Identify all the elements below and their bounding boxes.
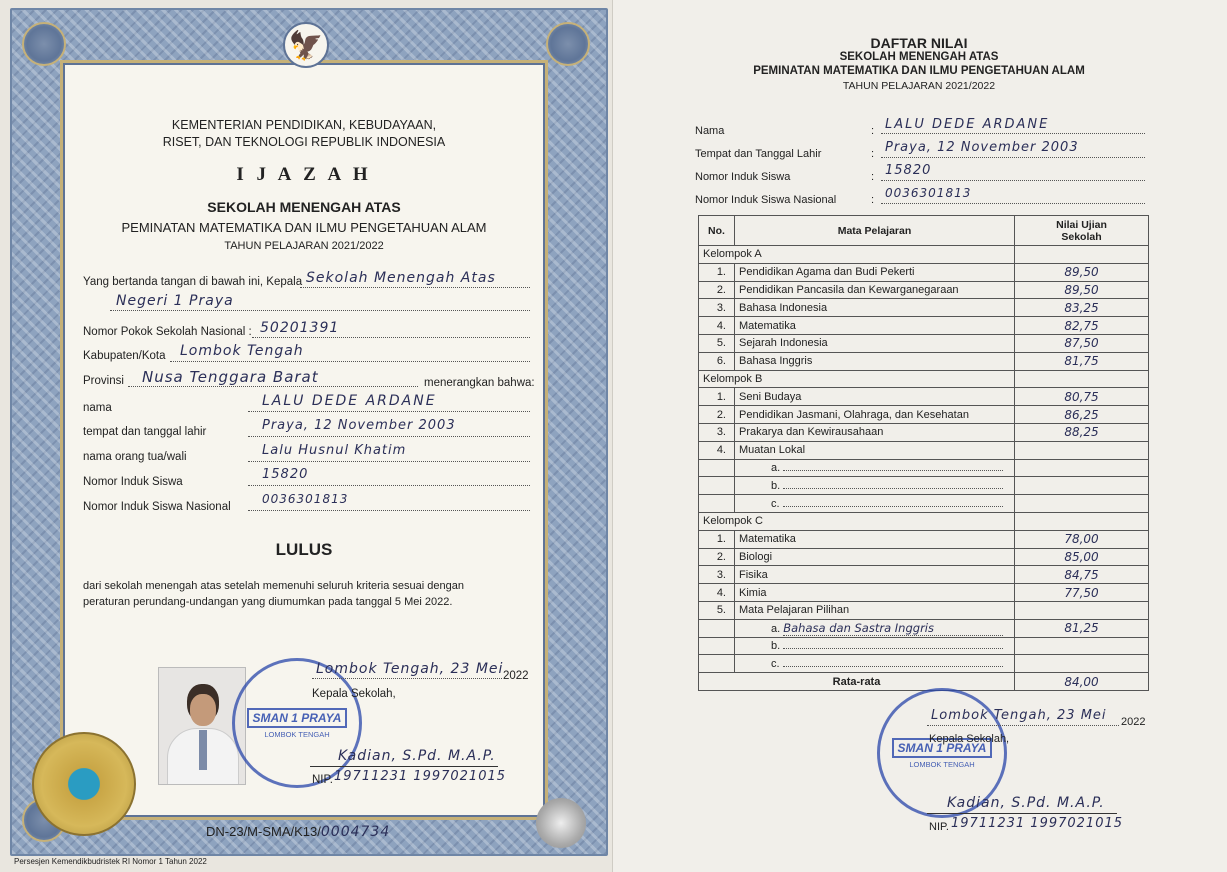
- dotted-line: [110, 310, 530, 311]
- ministry-line-2: RISET, DAN TEKNOLOGI REPUBLIK INDONESIA: [162, 135, 446, 149]
- row-score: [1015, 441, 1149, 459]
- sub-value: Bahasa dan Sastra Inggris: [783, 621, 1003, 636]
- sub-item: [735, 637, 1015, 655]
- menerangkan-label: menerangkan bahwa:: [424, 377, 535, 389]
- intro-label: Yang bertanda tangan di bawah ini, Kepala: [83, 276, 303, 288]
- sub-item: [735, 477, 1015, 495]
- average-row: [699, 673, 1149, 691]
- row-no: 2.: [699, 548, 735, 566]
- dotted-line: [128, 386, 418, 387]
- row-no: 3.: [699, 566, 735, 584]
- row-no: 4.: [699, 584, 735, 602]
- table-row: [699, 441, 1149, 459]
- npsn-label: Nomor Pokok Sekolah Nasional :: [83, 326, 252, 338]
- sub-dotted: [783, 666, 1003, 667]
- row-score: 89,50: [1015, 263, 1149, 281]
- statement-line-1: dari sekolah menengah atas setelah memenuhi seluruh kriteria sesuai dengan: [83, 580, 464, 592]
- document-title: I J A Z A H: [236, 164, 372, 185]
- ijazah-page: [0, 0, 612, 872]
- row-subject: Pendidikan Jasmani, Olahraga, dan Kesehatan: [735, 406, 1015, 424]
- colon: :: [871, 148, 875, 160]
- sub-score: [1015, 655, 1149, 673]
- dn-signatory: Kadian, S.Pd. M.A.P.: [947, 795, 1105, 811]
- row-subject: Prakarya dan Kewirausahaan: [735, 423, 1015, 441]
- dn-year-suffix: 2022: [1121, 716, 1146, 728]
- sub-dotted: [783, 506, 1003, 507]
- hologram-icon: [536, 798, 586, 848]
- school-name-1: Sekolah Menengah Atas: [306, 270, 496, 286]
- result-label: LULUS: [275, 540, 333, 559]
- row-no: 4.: [699, 317, 735, 335]
- colon: :: [871, 171, 875, 183]
- group-row: [699, 512, 1149, 530]
- dn-field-value: LALU DEDE ARDANE: [885, 117, 1050, 132]
- empty-cell: [699, 477, 735, 495]
- row-score: 86,25: [1015, 406, 1149, 424]
- dotted-line: [248, 485, 530, 486]
- table-row: [699, 352, 1149, 370]
- serial-number: [206, 824, 390, 840]
- row-subject: Bahasa Inggris: [735, 352, 1015, 370]
- group-row: [699, 246, 1149, 264]
- dotted-line: [927, 725, 1119, 726]
- row-subject: Muatan Lokal: [735, 441, 1015, 459]
- colon: :: [871, 125, 875, 137]
- sub-item: [735, 655, 1015, 673]
- program: PEMINATAN MATEMATIKA DAN ILMU PENGETAHUAN ALAM: [121, 220, 487, 235]
- empty-cell: [699, 495, 735, 513]
- sub-score: [1015, 459, 1149, 477]
- serial-digits: 0004734: [320, 824, 391, 840]
- stamp-text: SMAN 1 PRAYA: [892, 738, 993, 758]
- ortu-label: nama orang tua/wali: [83, 451, 187, 463]
- prov-label: Provinsi: [83, 375, 124, 387]
- dn-title: DAFTAR NILAI: [870, 35, 968, 51]
- group-b-label: Kelompok B: [699, 370, 1015, 388]
- row-no: 2.: [699, 281, 735, 299]
- table-row: [699, 530, 1149, 548]
- ministry-line-1: KEMENTERIAN PENDIDIKAN, KEBUDAYAAN,: [171, 118, 437, 132]
- row-subject: Kimia: [735, 584, 1015, 602]
- dn-program: PEMINATAN MATEMATIKA DAN ILMU PENGETAHUAN ALAM: [753, 65, 1085, 77]
- row-score: 88,25: [1015, 423, 1149, 441]
- row-subject: Mata Pelajaran Pilihan: [735, 601, 1015, 619]
- dn-field-label: Nomor Induk Siswa: [695, 171, 791, 183]
- sub-label: b.: [771, 479, 781, 492]
- dotted-line: [300, 287, 530, 288]
- dotted-line: [312, 678, 502, 679]
- sub-row: [699, 459, 1149, 477]
- row-subject: Seni Budaya: [735, 388, 1015, 406]
- kab-value: Lombok Tengah: [180, 343, 304, 359]
- nama-value: LALU DEDE ARDANE: [262, 393, 437, 409]
- footer-note: Persesjen Kemendikbudristek RI Nomor 1 Tahun 2022: [14, 857, 207, 866]
- empty-cell: [699, 619, 735, 637]
- daftar-nilai-page: [612, 0, 1227, 872]
- sub-item: [735, 495, 1015, 513]
- table-row: [699, 601, 1149, 619]
- nisn-value: 0036301813: [262, 492, 349, 506]
- row-score: 83,25: [1015, 299, 1149, 317]
- row-score: 82,75: [1015, 317, 1149, 335]
- school-name-2: Negeri 1 Praya: [116, 293, 234, 309]
- colon: :: [871, 194, 875, 206]
- sub-label: b.: [771, 639, 781, 652]
- nama-label: nama: [83, 402, 112, 414]
- empty-cell: [1015, 370, 1149, 388]
- row-score: 87,50: [1015, 334, 1149, 352]
- row-no: 3.: [699, 423, 735, 441]
- table-row: [699, 548, 1149, 566]
- row-score: 84,75: [1015, 566, 1149, 584]
- garuda-emblem-icon: 🦅: [283, 22, 329, 68]
- group-c-rows: [699, 530, 1149, 672]
- table-row: [699, 406, 1149, 424]
- sub-score: [1015, 495, 1149, 513]
- group-c-label: Kelompok C: [699, 512, 1015, 530]
- group-a-label: Kelompok A: [699, 246, 1015, 264]
- dn-nip-value: 19711231 1997021015: [951, 816, 1124, 831]
- empty-cell: [1015, 512, 1149, 530]
- signatory: Kadian, S.Pd. M.A.P.: [338, 748, 496, 764]
- sub-row: [699, 495, 1149, 513]
- dn-field-label: Nomor Induk Siswa Nasional: [695, 194, 837, 206]
- sub-dotted: [783, 470, 1003, 471]
- tut-wuri-handayani-seal-icon: [32, 732, 136, 836]
- stamp-sub: LOMBOK TENGAH: [909, 759, 975, 769]
- dotted-line: [881, 133, 1145, 134]
- row-no: 4.: [699, 441, 735, 459]
- dotted-line: [248, 510, 530, 511]
- nip-value: 19711231 1997021015: [334, 769, 507, 784]
- row-subject: Pendidikan Pancasila dan Kewarganegaraan: [735, 281, 1015, 299]
- table-row: [699, 263, 1149, 281]
- row-no: 6.: [699, 352, 735, 370]
- row-subject: Matematika: [735, 317, 1015, 335]
- table-row: [699, 317, 1149, 335]
- nis-label: Nomor Induk Siswa: [83, 476, 183, 488]
- school-level: SEKOLAH MENENGAH ATAS: [207, 199, 401, 215]
- col-subject-header: Mata Pelajaran: [735, 216, 1015, 246]
- ttl-label: tempat dan tanggal lahir: [83, 426, 207, 438]
- dn-place-date: Lombok Tengah, 23 Mei: [931, 708, 1107, 723]
- group-a-rows: [699, 263, 1149, 370]
- signature-line: [310, 766, 498, 767]
- sub-row: [699, 477, 1149, 495]
- corner-ornament: [546, 22, 590, 66]
- row-no: 5.: [699, 334, 735, 352]
- nip-label: NIP.: [312, 774, 333, 786]
- row-no: 5.: [699, 601, 735, 619]
- sub-dotted: [783, 648, 1003, 649]
- stamp-text: SMAN 1 PRAYA: [247, 708, 348, 728]
- stamp-sub: LOMBOK TENGAH: [264, 729, 330, 739]
- average-value: 84,00: [1015, 673, 1149, 691]
- dotted-line: [881, 203, 1145, 204]
- sub-row: [699, 655, 1149, 673]
- row-no: 2.: [699, 406, 735, 424]
- statement-line-2: peraturan perundang-undangan yang diumumkan pada tanggal 5 Mei 2022.: [83, 596, 453, 608]
- sub-item: [735, 619, 1015, 637]
- row-no: 3.: [699, 299, 735, 317]
- dn-field-label: Nama: [695, 125, 725, 137]
- table-row: [699, 281, 1149, 299]
- ttl-value: Praya, 12 November 2003: [262, 418, 456, 433]
- head-title: Kepala Sekolah,: [312, 688, 396, 700]
- sub-label: c.: [771, 497, 780, 510]
- row-subject: Matematika: [735, 530, 1015, 548]
- row-subject: Sejarah Indonesia: [735, 334, 1015, 352]
- row-subject: Biologi: [735, 548, 1015, 566]
- empty-cell: [699, 459, 735, 477]
- dotted-line: [248, 461, 530, 462]
- col-score-header: [1015, 216, 1149, 246]
- dotted-line: [170, 361, 530, 362]
- row-subject: Fisika: [735, 566, 1015, 584]
- signature-line: [927, 813, 1117, 814]
- table-header-row: [699, 216, 1149, 246]
- col-score-header-1: Nilai Ujian: [1056, 218, 1107, 231]
- empty-cell: [699, 655, 735, 673]
- dn-field-value: 15820: [885, 163, 932, 178]
- sub-score: [1015, 637, 1149, 655]
- row-no: 1.: [699, 388, 735, 406]
- row-score: 78,00: [1015, 530, 1149, 548]
- dotted-line: [252, 337, 530, 338]
- row-score: 81,75: [1015, 352, 1149, 370]
- serial-prefix: DN-23/M-SMA/K13/: [206, 824, 321, 839]
- dn-head-title: Kepala Sekolah,: [929, 733, 1010, 745]
- sub-score: [1015, 477, 1149, 495]
- empty-cell: [699, 637, 735, 655]
- table-row: [699, 334, 1149, 352]
- table-row: [699, 388, 1149, 406]
- dn-nip-label: NIP.: [929, 821, 949, 833]
- place-date: Lombok Tengah, 23 Mei: [316, 661, 504, 677]
- col-score-header-2: Sekolah: [1061, 230, 1102, 243]
- sub-score: 81,25: [1015, 619, 1149, 637]
- table-row: [699, 566, 1149, 584]
- prov-value: Nusa Tenggara Barat: [142, 368, 319, 386]
- sub-row: [699, 637, 1149, 655]
- nisn-label: Nomor Induk Siswa Nasional: [83, 501, 231, 513]
- sub-row: [699, 619, 1149, 637]
- year-suffix: 2022: [503, 670, 529, 682]
- ortu-value: Lalu Husnul Khatim: [262, 443, 407, 458]
- row-subject: Bahasa Indonesia: [735, 299, 1015, 317]
- sub-item: [735, 459, 1015, 477]
- dn-subtitle: SEKOLAH MENENGAH ATAS: [839, 51, 999, 63]
- row-score: 80,75: [1015, 388, 1149, 406]
- dotted-line: [248, 411, 530, 412]
- nis-value: 15820: [262, 467, 309, 482]
- group-row: [699, 370, 1149, 388]
- dotted-line: [248, 436, 530, 437]
- row-subject: Pendidikan Agama dan Budi Pekerti: [735, 263, 1015, 281]
- sub-dotted: [783, 488, 1003, 489]
- row-score: [1015, 601, 1149, 619]
- row-score: 89,50: [1015, 281, 1149, 299]
- academic-year: TAHUN PELAJARAN 2021/2022: [224, 240, 384, 252]
- kab-label: Kabupaten/Kota: [83, 350, 166, 362]
- empty-cell: [1015, 246, 1149, 264]
- row-no: 1.: [699, 530, 735, 548]
- dn-field-value: Praya, 12 November 2003: [885, 140, 1079, 155]
- group-b-rows: [699, 388, 1149, 513]
- dn-field-value: 0036301813: [885, 186, 972, 200]
- sub-label: c.: [771, 657, 780, 670]
- row-no: 1.: [699, 263, 735, 281]
- average-label: Rata-rata: [699, 673, 1015, 691]
- table-row: [699, 584, 1149, 602]
- row-score: 85,00: [1015, 548, 1149, 566]
- dotted-line: [881, 157, 1145, 158]
- col-no-header: No.: [699, 216, 735, 246]
- dn-field-label: Tempat dan Tanggal Lahir: [695, 148, 822, 160]
- npsn-value: 50201391: [260, 320, 340, 336]
- table-row: [699, 423, 1149, 441]
- table-row: [699, 299, 1149, 317]
- dotted-line: [881, 180, 1145, 181]
- dn-year: TAHUN PELAJARAN 2021/2022: [842, 80, 996, 92]
- row-score: 77,50: [1015, 584, 1149, 602]
- grades-table: [698, 215, 1149, 691]
- sub-label: a.: [771, 461, 781, 474]
- sub-label: a.: [771, 622, 781, 635]
